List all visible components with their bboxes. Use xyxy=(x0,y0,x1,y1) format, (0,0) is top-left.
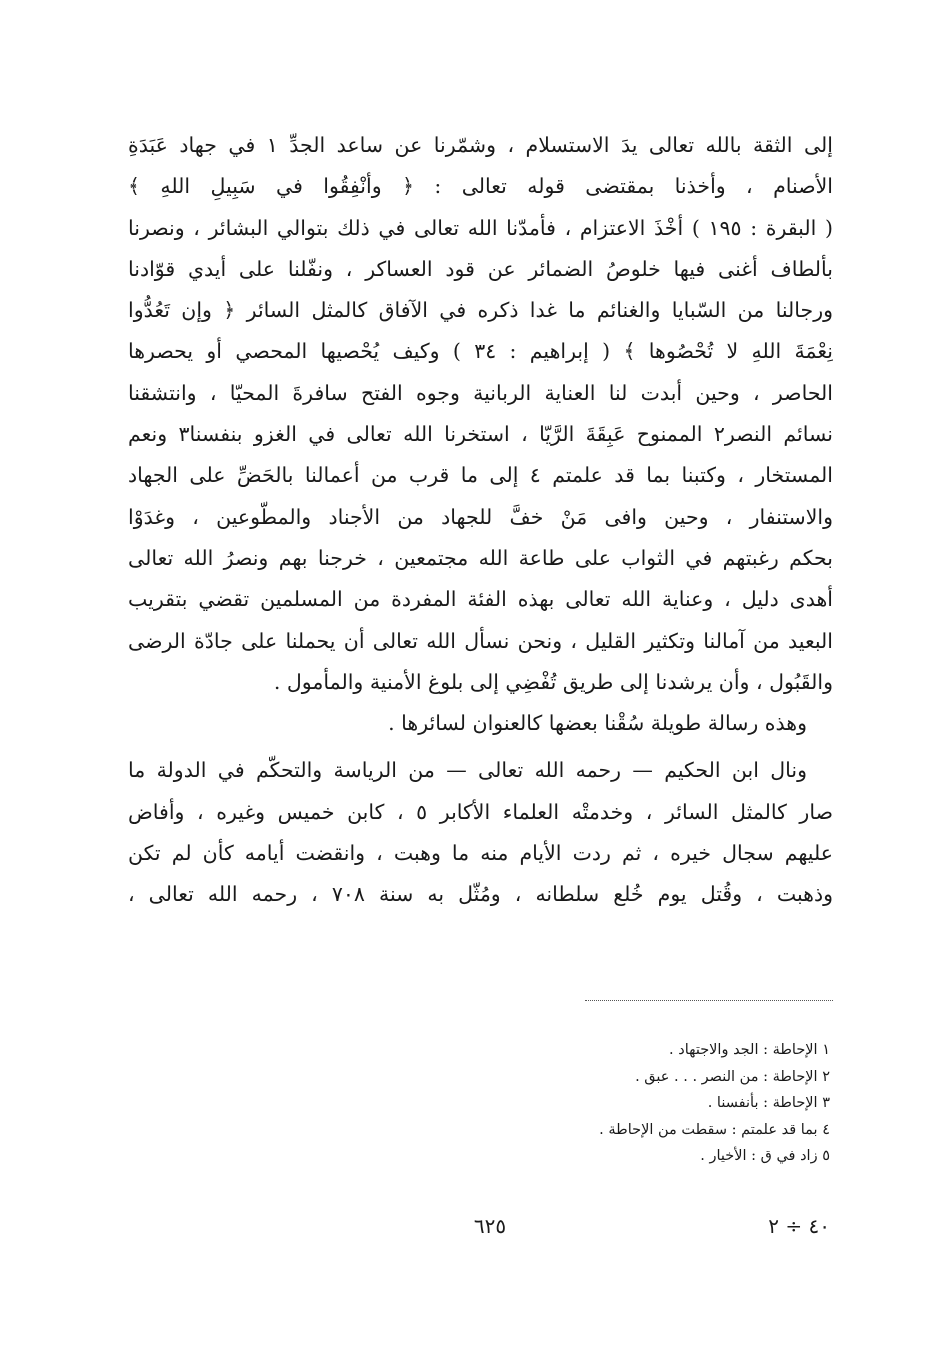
text-line: بألطاف أغنى فيها خلوصُ الضمائر عن قود العساكر ، ونفّلنا على أيدي قوّادنا xyxy=(128,256,833,281)
text-line: إلى الثقة بالله تعالى يدَ الاستسلام ، وشمّرنا عن ساعد الجدِّ ١ في جهاد عَبَدَةِ xyxy=(128,133,833,157)
text-line: والاستنفار ، وحين وافى مَنْ خفَّ للجهاد من الأجناد والمطّوعين ، وغدَوْا xyxy=(128,504,833,529)
text-line: والقَبُول ، وأن يرشدنا إلى طريق تُفْضِي إلى بلوغ الأمنية والمأمول . xyxy=(273,669,833,694)
text-line: عليهم سجال خيره ، ثم ردت الأيام منه ما وهبت ، وانقضت أيامه كأن لم تكن xyxy=(128,841,833,866)
text-line: بحكم رغبتهم في الثواب على طاعة الله مجتمعين ، خرجنا بهم ونصرُ الله تعالى xyxy=(128,545,833,570)
text-line: ونال ابن الحكيم — رحمه الله تعالى — من الرياسة والتحكّم في الدولة ما xyxy=(128,758,807,783)
footnote: ٢ الإحاطة : من النصر . . . عبق . xyxy=(635,1068,830,1085)
main-text xyxy=(128,125,833,916)
footnotes xyxy=(420,1037,830,1170)
text-line: الأصنام ، وأخذنا بمقتضى قوله تعالى : ﴿ وأنْفِقُوا في سَبِيلِ اللهِ ﴾ xyxy=(128,174,833,199)
text-line: ورجالنا من السّبايا والغنائم ما غدا ذكره في الآفاق كالمثل السائر ﴿ وإن تَعُدُّوا xyxy=(128,298,833,323)
footnote: ١ الإحاطة : الجد والاجتهاد . xyxy=(669,1042,830,1058)
text-line: صار كالمثل السائر ، وخدمتْه العلماء الأكابر ٥ ، كابن خميس وغيره ، وأفاض xyxy=(128,799,833,824)
text-line: المستخار ، وكتبنا بما قد علمتم ٤ إلى ما قرب من أعمالنا بالحَضِّ على الجهاد xyxy=(128,463,833,488)
footnote: ٥ زاد في ق : الأخيار . xyxy=(700,1148,830,1164)
signature-mark: ٤٠ ÷ ٢ xyxy=(768,1214,830,1238)
text-line: البعيد من آمالنا وتكثير القليل ، ونحن نسأل الله تعالى أن يحملنا على جادّة الرضى xyxy=(128,628,833,653)
footnote-divider xyxy=(585,1000,833,1001)
text-line: وذهبت ، وقُتل يوم خُلع سلطانه ، ومُثّل به سنة ٧٠٨ ، رحمه الله تعالى ، xyxy=(128,882,833,907)
text-line: نِعْمَةَ اللهِ لا تُحْصُوها ﴾ ( إبراهيم : ٣٤ ) وكيف يُحْصيها المحصي أو يحصرها xyxy=(128,339,833,364)
footnote: ٤ بما قد علمتم : سقطت من الإحاطة . xyxy=(599,1121,830,1138)
text-line: نسائم النصر٢ الممنوح عَبِقَةَ الرَّيّا ، استخرنا الله تعالى في الغزو بنفسنا٣ ونعم xyxy=(128,422,833,447)
page-number: ٦٢٥ xyxy=(473,1214,507,1238)
footnote: ٣ الإحاطة : بأنفسنا . xyxy=(707,1095,830,1111)
text-line: ( البقرة : ١٩٥ ) أخْذَ الاعتزام ، فأمدّنا الله تعالى في ذلك بتوالي البشائر ، ونصرنا xyxy=(128,215,833,240)
text-line: أهدى دليل ، وعناية الله تعالى بهذه الفئة المفردة من المسلمين تقضي بتقريب xyxy=(128,587,833,612)
text-line: الحاصر ، وحين أبدت لنا العناية الربانية وجوه الفتح سافرةَ المحيّا ، وانتشقنا xyxy=(128,380,833,405)
paragraph-line: وهذه رسالة طويلة سُقْنا بعضها كالعنوان لسائرها . xyxy=(388,711,807,736)
